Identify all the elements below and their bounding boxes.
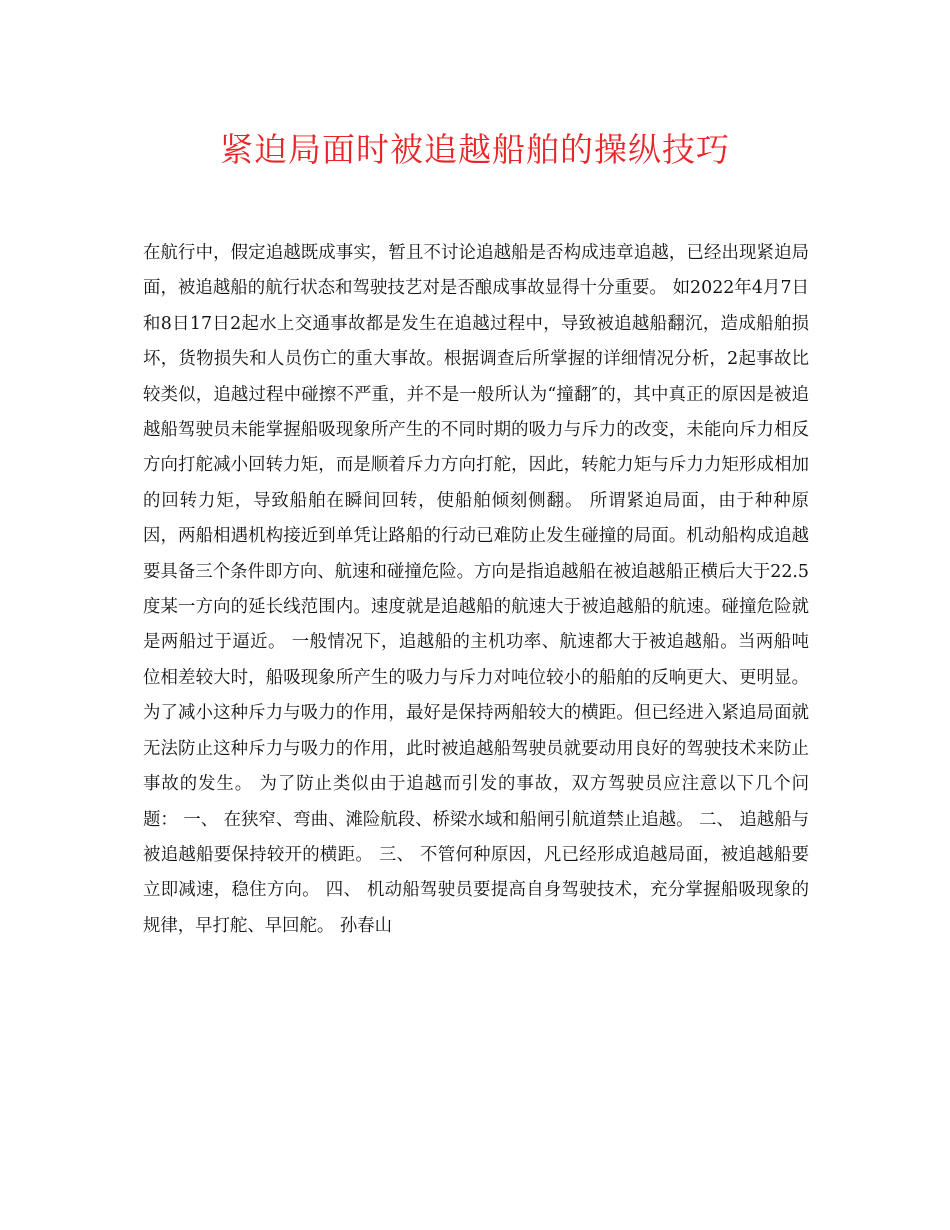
- document-title: 紧迫局面时被追越船舶的操纵技巧: [220, 130, 730, 169]
- document-body: 在航行中，假定追越既成事实，暂且不讨论追越船是否构成违章追越，已经出现紧迫局面，被追越船的航行状态和驾驶技艺对是否酿成事故显得十分重要。 如2022年4月7日和8日17日2起水上交通事故都是发生在追越过程中，导致被追越船翻沉，造成船舶损坏，货物损失和人员伤亡的重大事故。根据调查后所掌握的详细情况分析，2起事故比较类似，追越过程中碰擦不严重，并不是一般所认为“撞翻″的，其中真正的原因是被追越船驾驶员未能掌握船吸现象所产生的不同时期的吸力与斥力的改变，未能向斥力相反方向打舵减小回转力矩，而是顺着斥力方向打舵，因此，转舵力矩与斥力力矩形成相加的回转力矩，导致船舶在瞬间回转，使船舶倾刻侧翻。 所谓紧迫局面，由于种种原因，两船相遇机构接近到单凭让路船的行动已难防止发生碰撞的局面。机动船构成追越要具备三个条件即方向、航速和碰撞危险。方向是指追越船在被追越船正横后大于22.5度某一方向的延长线范围内。速度就是追越船的航速大于被追越船的航速。碰撞危险就是两船过于逼近。 一般情况下，追越船的主机功率、航速都大于被追越船。当两船吨位相差较大时，船吸现象所产生的吸力与斥力对吨位较小的船舶的反响更大、更明显。为了减小这种斥力与吸力的作用，最好是保持两船较大的横距。但已经进入紧追局面就无法防止这种斥力与吸力的作用，此时被追越船驾驶员就要动用良好的驾驶技术来防止事故的发生。 为了防止类似由于追越而引发的事故，双方驾驶员应注意以下几个问题： 一、 在狭窄、弯曲、滩险航段、桥梁水域和船闸引航道禁止追越。 二、 追越船与被追越船要保持较开的横距。 三、 不管何种原因，凡已经形成追越局面，被追越船要立即减速，稳住方向。 四、 机动船驾驶员要提高自身驾驶技术，充分掌握船吸现象的规律，早打舵、早回舵。 孙春山: [143, 243, 809, 936]
